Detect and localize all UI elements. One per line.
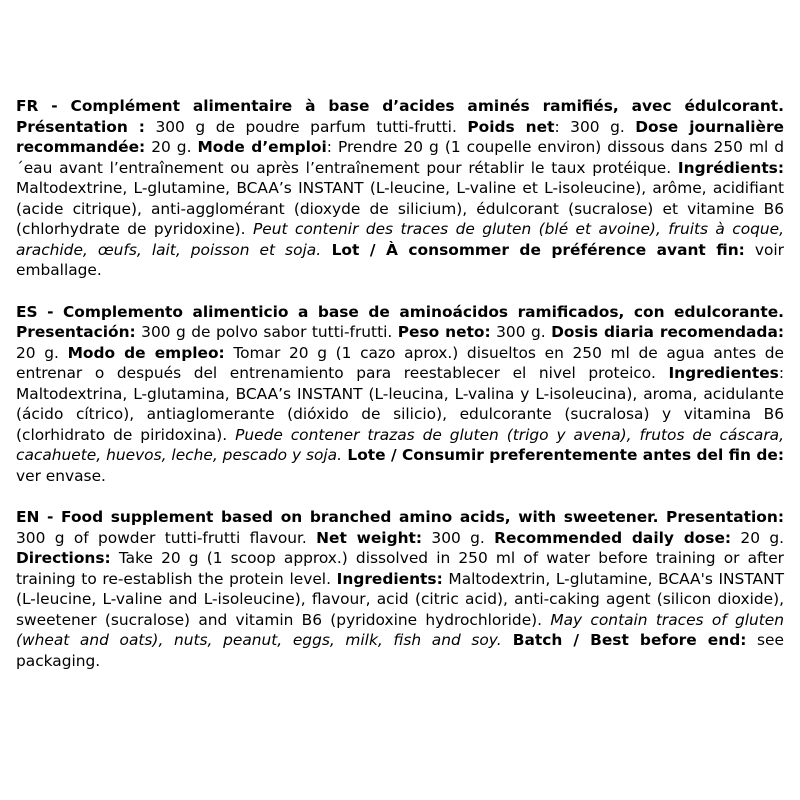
en-presentation-value: 300 g of powder tutti-frutti flavour. — [16, 528, 317, 547]
es-net-weight-label: Peso neto: — [397, 323, 491, 341]
spanish-section — [16, 302, 784, 487]
fr-dose-label: Dose journalière recommandée: — [16, 117, 784, 156]
fr-directions-label: Mode d’emploi — [197, 138, 327, 156]
en-dose-label: Recommended daily dose: — [494, 528, 732, 547]
fr-presentation-label: Présentation : — [16, 117, 145, 136]
es-ingredients-label: Ingredientes — [668, 364, 779, 382]
fr-presentation-value: 300 g de poudre parfum tutti-frutti. — [144, 117, 468, 136]
en-net-weight-label: Net weight: — [316, 528, 423, 547]
es-directions-label: Modo de empleo: — [67, 343, 225, 362]
es-dose-label: Dosis diaria recomendada: — [551, 323, 784, 341]
es-dose-value: 20 g. — [16, 343, 68, 362]
en-net-weight-value: 300 g. — [422, 528, 495, 547]
fr-batch-value: voir emballage. — [16, 240, 784, 279]
es-presentation-label: Presentación: — [16, 323, 136, 341]
en-heading: EN - Food supplement based on branched amino acids, with sweetener. — [16, 508, 659, 526]
es-heading: ES - Complemento alimenticio a base de aminoácidos ramificados, con edulcorante. — [16, 302, 784, 321]
en-dose-value: 20 g. — [731, 528, 785, 547]
es-presentation-value: 300 g de polvo sabor tutti-frutti. — [135, 323, 398, 341]
en-directions-label: Directions: — [16, 549, 111, 567]
fr-ingredients-label: Ingrédients: — [677, 158, 784, 177]
es-allergens: Puede contener trazas de gluten (trigo y avena), frutos de cáscara, cacahuete, huevos, leche, pescado y soja. — [16, 425, 784, 464]
french-section — [16, 96, 784, 281]
product-label-text — [16, 96, 784, 671]
fr-dose-value: 20 g. — [145, 138, 198, 156]
fr-heading: FR - Complément alimentaire à base d’acides aminés ramifiés, avec édulcorant. — [16, 97, 784, 115]
en-ingredients-value: Maltodextrin, L-glutamine, BCAA's INSTANT (L-leucine, L-valine and L-isoleucine), flavour, acid (citric acid), anti-caking agent (silicon dioxide), sweetener (sucralose) and vitamin B6 (pyridoxine hydrochloride). — [16, 569, 784, 629]
en-batch-value: see packaging. — [16, 631, 784, 670]
es-directions-value: Tomar 20 g (1 cazo aprox.) disueltos en 250 ml de agua antes de entrenar o después del entrenamiento para reestablecer el nivel proteico. — [16, 343, 784, 382]
fr-directions-value: : Prendre 20 g (1 coupelle environ) dissous dans 250 ml d´eau avant l’entraînement ou après l’entraînement pour rétablir le taux protéique. — [16, 138, 784, 177]
es-batch-value: ver envase. — [16, 466, 106, 485]
en-batch-label: Batch / Best before end: — [501, 631, 747, 649]
fr-ingredients-value: Maltodextrine, L-glutamine, BCAA’s INSTANT (L-leucine, L-valine et L-isoleucine), arôme, acidifiant (acide citrique), anti-agglomérant (dioxyde de silicium), édulcorant (sucralose) et vitamine B6 (chlorhydrate de pyridoxine). — [16, 179, 784, 238]
en-directions-value: Take 20 g (1 scoop approx.) dissolved in 250 ml of water before training or after training to re-establish the protein level. — [16, 549, 784, 588]
fr-net-weight-label: Poids net — [467, 117, 555, 136]
es-batch-label: Lote / Consumir preferentemente antes del fin de: — [342, 446, 784, 464]
fr-net-weight-value: : 300 g. — [554, 117, 636, 136]
es-ingredients-value: : Maltodextrina, L-glutamina, BCAA’s INSTANT (L-leucina, L-valina y L-isoleucina), aroma, acidulante (ácido cítrico), antiaglomerante (dióxido de silicio), edulcorante (sucralosa) y vitamina B6 (clorhidrato de piridoxina). — [16, 364, 784, 444]
en-allergens: May contain traces of gluten (wheat and oats), nuts, peanut, eggs, milk, fish and soy. — [16, 610, 785, 649]
es-net-weight-value: 300 g. — [490, 323, 552, 341]
fr-allergens: Peut contenir des traces de gluten (blé et avoine), fruits à coque, arachide, œufs, lait, poisson et soja. — [16, 220, 784, 259]
en-ingredients-label: Ingredients: — [336, 569, 443, 588]
en-presentation-label: Presentation: — [658, 508, 784, 526]
fr-batch-label: Lot / À consommer de préférence avant fin: — [321, 240, 745, 259]
english-section — [16, 507, 784, 671]
